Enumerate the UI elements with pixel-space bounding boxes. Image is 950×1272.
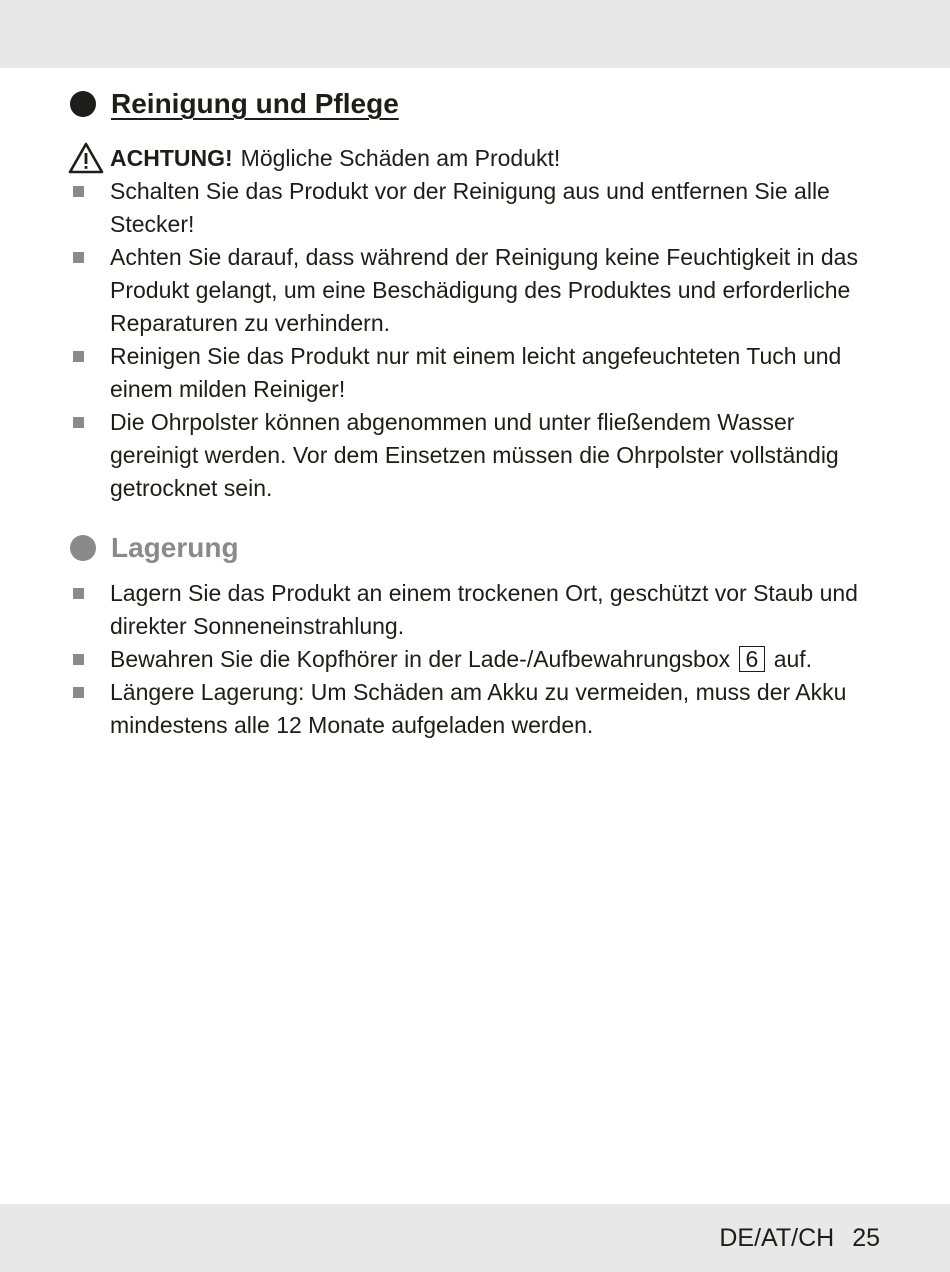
- list-item-text: Bewahren Sie die Kopfhörer in der Lade-/Aufbewahrungsbox: [110, 646, 731, 672]
- list-item: [70, 340, 870, 406]
- list-item: [70, 241, 870, 340]
- warning-notice: [68, 142, 560, 174]
- section-marker-icon: [70, 91, 96, 117]
- list-item-text: Achten Sie darauf, dass während der Reinigung keine Feuchtigkeit in das Produkt gelangt, um eine Beschädigung des Produktes und erforderliche Reparaturen zu verhindern.: [110, 244, 858, 336]
- header-band: [0, 0, 950, 68]
- square-bullet-icon: [73, 417, 84, 428]
- square-bullet-icon: [73, 588, 84, 599]
- list-item-text-end: auf.: [773, 646, 813, 672]
- section-heading-cleaning: [70, 88, 399, 120]
- reference-number-box: 6: [739, 646, 766, 672]
- page-footer: [719, 1222, 880, 1254]
- storage-list: [70, 577, 870, 742]
- square-bullet-icon: [73, 654, 84, 665]
- page-number: 25: [852, 1224, 880, 1252]
- list-item: [70, 643, 870, 676]
- list-item-text: Längere Lagerung: Um Schäden am Akku zu vermeiden, muss der Akku mindestens alle 12 Monate aufgeladen werden.: [110, 679, 847, 738]
- list-item: [70, 676, 870, 742]
- warning-triangle-icon: [68, 142, 104, 174]
- list-item: [70, 175, 870, 241]
- list-item-text: Die Ohrpolster können abgenommen und unter fließendem Wasser gereinigt werden. Vor dem Einsetzen müssen die Ohrpolster vollständig getrocknet sein.: [110, 409, 839, 501]
- square-bullet-icon: [73, 252, 84, 263]
- square-bullet-icon: [73, 687, 84, 698]
- section-heading-storage: [70, 532, 239, 564]
- section-title-cleaning: Reinigung und Pflege: [111, 88, 399, 119]
- list-item: [70, 406, 870, 505]
- list-item-text: Lagern Sie das Produkt an einem trockenen Ort, geschützt vor Staub und direkter Sonneneinstrahlung.: [110, 580, 858, 639]
- section-title-storage: Lagerung: [111, 532, 239, 563]
- footer-region: DE/AT/CH: [719, 1224, 835, 1252]
- cleaning-list: [70, 175, 870, 505]
- warning-text: Mögliche Schäden am Produkt!: [240, 145, 561, 171]
- list-item-text: Schalten Sie das Produkt vor der Reinigung aus und entfernen Sie alle Stecker!: [110, 178, 830, 237]
- square-bullet-icon: [73, 186, 84, 197]
- list-item-text: Reinigen Sie das Produkt nur mit einem leicht angefeuchteten Tuch und einem milden Reiniger!: [110, 343, 842, 402]
- square-bullet-icon: [73, 351, 84, 362]
- section-marker-icon: [70, 535, 96, 561]
- warning-label: ACHTUNG!: [110, 145, 233, 171]
- list-item: [70, 577, 870, 643]
